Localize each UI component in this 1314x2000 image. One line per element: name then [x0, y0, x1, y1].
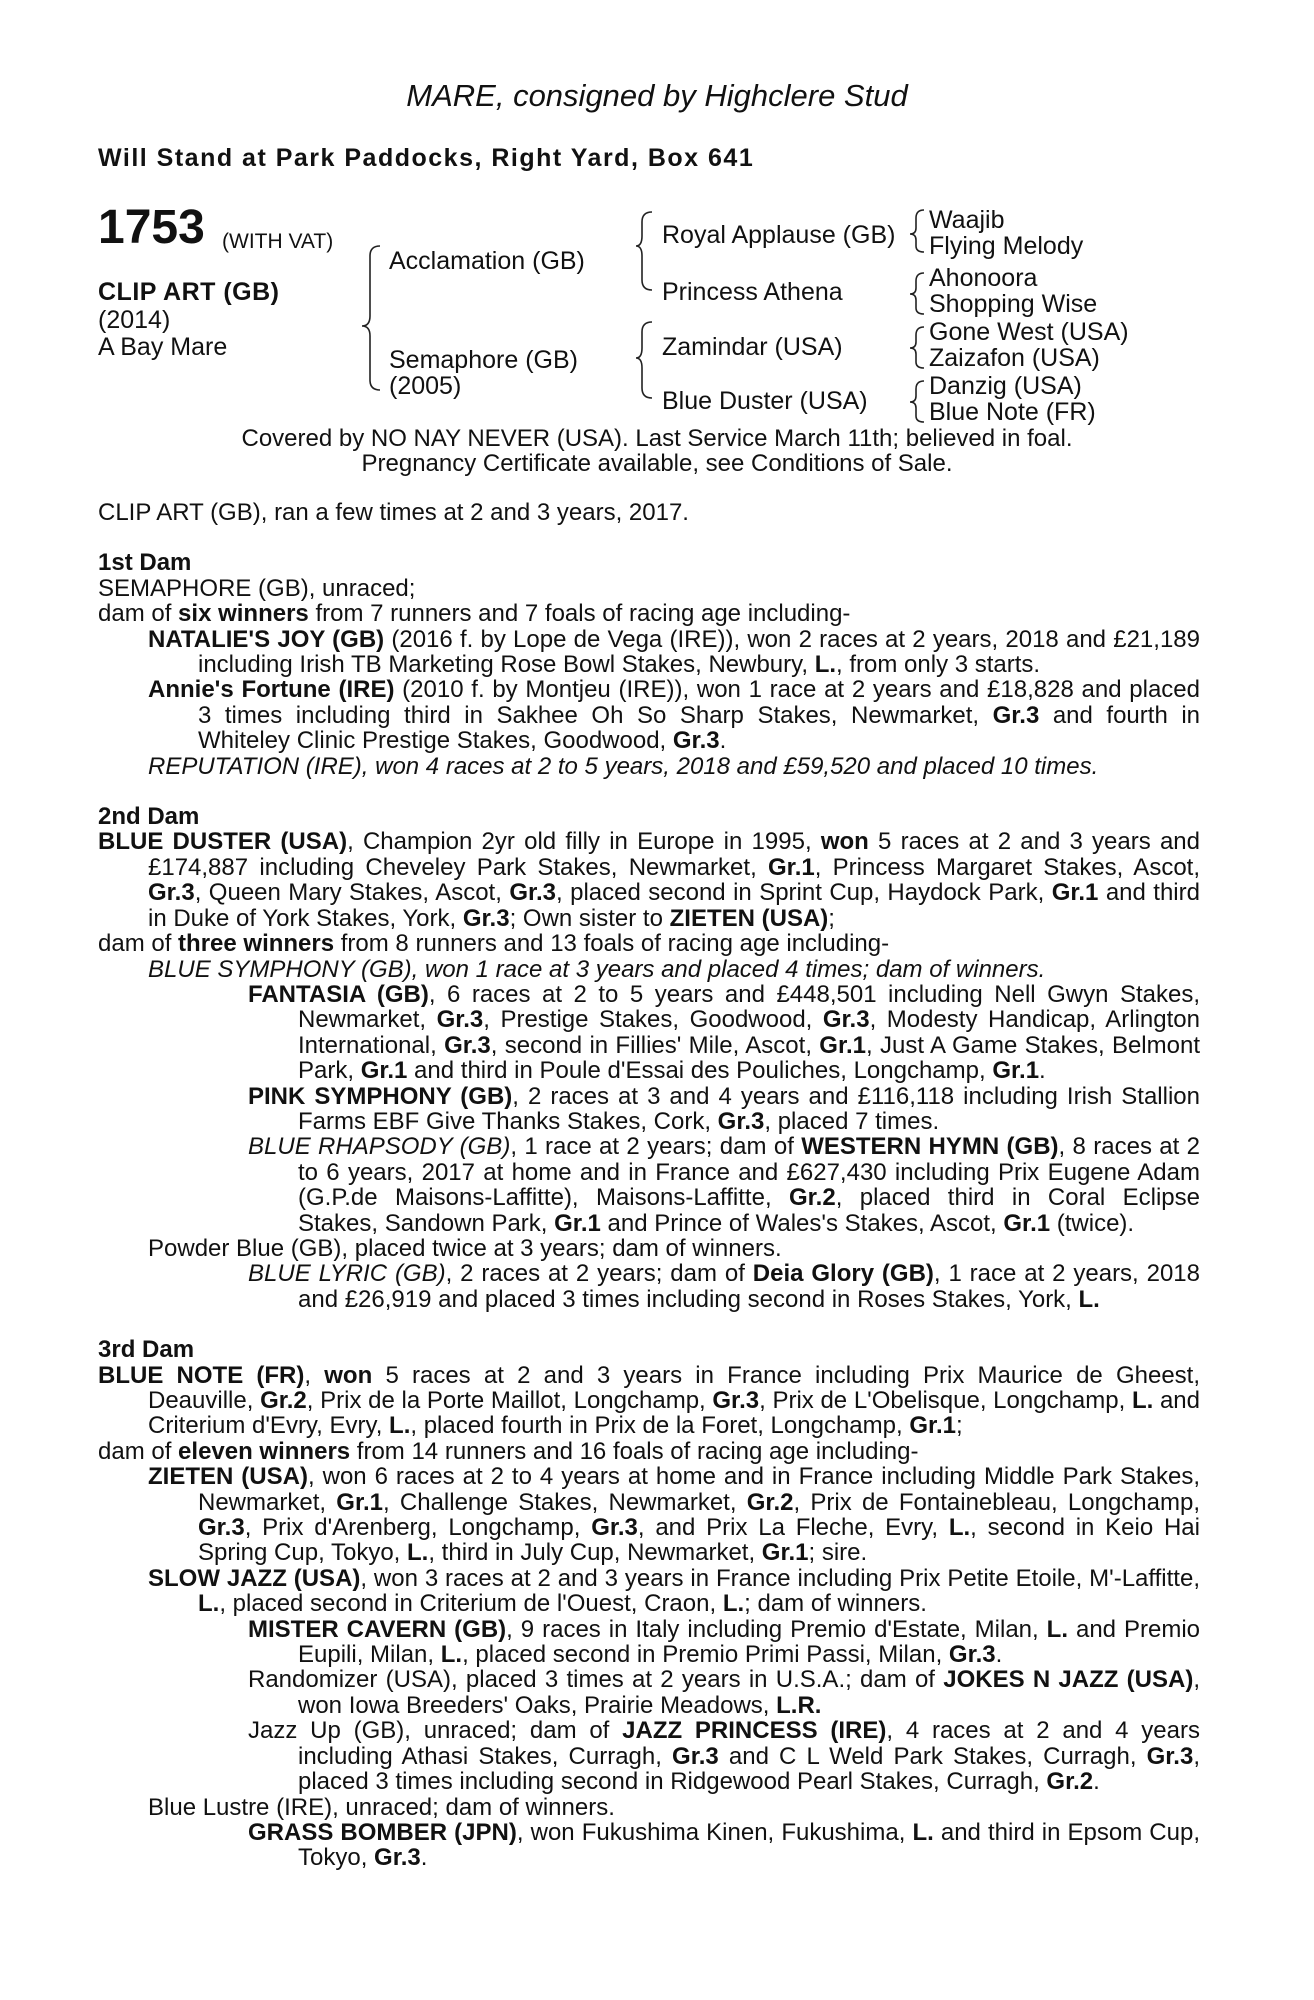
pedigree-g1: Waajib [929, 206, 1005, 234]
pedigree-sire-dam: Princess Athena [662, 278, 843, 306]
first-dam-produce-summary: dam of six winners from 7 runners and 7 foals of racing age including- [98, 600, 851, 628]
second-dam-heading: 2nd Dam [98, 803, 200, 831]
pedigree-dam-sire: Zamindar (USA) [662, 333, 843, 361]
pedigree-g6: Zaizafon (USA) [929, 344, 1100, 372]
pedigree-g4: Shopping Wise [929, 290, 1098, 318]
page-title: MARE, consigned by Highclere Stud [406, 78, 908, 113]
pedigree-g8: Blue Note (FR) [929, 398, 1096, 426]
pregnancy-note: Pregnancy Certificate available, see Conditions of Sale. [361, 450, 953, 477]
pedigree-sire-sire: Royal Applause (GB) [662, 221, 896, 249]
pedigree-g5: Gone West (USA) [929, 318, 1129, 346]
pedigree-g2: Flying Melody [929, 232, 1084, 260]
horse-name: CLIP ART (GB) [98, 278, 280, 306]
produce-blue-lyric: BLUE LYRIC (GB), 2 races at 2 years; dam of Deia Glory (GB), 1 race at 2 years, 2018 and £26,919 and placed 3 times including second in Roses Stakes, York, L. [248, 1260, 1200, 1313]
produce-grass-bomber: GRASS BOMBER (JPN), won Fukushima Kinen, Fukushima, L. and third in Epsom Cup, Tokyo, Gr.3. [248, 1818, 1200, 1872]
pedigree-dam: Semaphore (GB) [389, 346, 578, 374]
pedigree-g7: Danzig (USA) [929, 372, 1082, 400]
covering-note: Covered by NO NAY NEVER (USA). Last Service March 11th; believed in foal. [241, 425, 1073, 452]
first-dam-intro: SEMAPHORE (GB), unraced; [98, 574, 416, 602]
catalogue-body [98, 500, 1200, 1871]
produce-mister-cavern: MISTER CAVERN (GB), 9 races in Italy including Premio d'Estate, Milan, L. and Premio Eupili, Milan, L., placed second in Premio Primi Passi, Milan, Gr.3. [248, 1615, 1200, 1669]
produce-randomizer: Randomizer (USA), placed 3 times at 2 years in U.S.A.; dam of JOKES N JAZZ (USA), won Iowa Breeders' Oaks, Prairie Meadows, L.R. [248, 1666, 1201, 1719]
race-summary: CLIP ART (GB), ran a few times at 2 and 3 years, 2017. [98, 499, 689, 526]
second-dam-produce-summary: dam of three winners from 8 runners and 13 foals of racing age including- [98, 930, 890, 958]
produce-zieten: ZIETEN (USA), won 6 races at 2 to 4 years at home and in France including Middle Park Stakes, Newmarket, Gr.1, Challenge Stakes, Newmarket, Gr.2, Prix de Fontainebleau, Longchamp, Gr.3, Prix d'Arenberg, Longchamp, Gr.3, and Prix La Fleche, Evry, L., second in Keio Hai Spring Cup, Tokyo, L., third in July Cup, Newmarket, Gr.1; sire. [148, 1463, 1201, 1567]
pedigree-g3: Ahonoora [929, 264, 1038, 292]
produce-blue-rhapsody: BLUE RHAPSODY (GB), 1 race at 2 years; dam of WESTERN HYMN (GB), 8 races at 2 to 6 years, 2017 at home and in France and £627,430 including Prix Eugene Adam (G.P.de Maisons-Laffitte), Maisons-Laffitte, Gr.2, placed third in Coral Eclipse Stakes, Sandown Park, Gr.1 and Prince of Wales's Stakes, Ascot, Gr.1 (twice). [248, 1133, 1200, 1237]
produce-blue-symphony: BLUE SYMPHONY (GB), won 1 race at 3 years and placed 4 times; dam of winners. [148, 955, 1046, 983]
first-dam-heading: 1st Dam [98, 549, 192, 577]
stand-location: Will Stand at Park Paddocks, Right Yard, Box 641 [98, 144, 755, 172]
produce-natalies-joy: NATALIE'S JOY (GB) (2016 f. by Lope de Vega (IRE)), won 2 races at 2 years, 2018 and £21,189 including Irish TB Marketing Rose Bowl Stakes, Newbury, L., from only 3 starts. [148, 625, 1200, 679]
produce-blue-lustre: Blue Lustre (IRE), unraced; dam of winners. [148, 1793, 615, 1821]
second-dam-record: BLUE DUSTER (USA), Champion 2yr old filly in Europe in 1995, won 5 races at 2 and 3 years and £174,887 including Cheveley Park Stakes, Newmarket, Gr.1, Princess Margaret Stakes, Ascot, Gr.3, Queen Mary Stakes, Ascot, Gr.3, placed second in Sprint Cup, Haydock Park, Gr.1 and third in Duke of York Stakes, York, Gr.3; Own sister to ZIETEN (USA); [98, 828, 1200, 932]
pedigree-dam-dam: Blue Duster (USA) [662, 387, 868, 415]
lot-number: 1753 [98, 201, 205, 254]
horse-year: (2014) [98, 306, 171, 334]
produce-powder-blue: Powder Blue (GB), placed twice at 3 years; dam of winners. [148, 1234, 782, 1262]
horse-description: A Bay Mare [98, 333, 228, 361]
produce-reputation: REPUTATION (IRE), won 4 races at 2 to 5 years, 2018 and £59,520 and placed 10 times. [148, 752, 1099, 780]
third-dam-record: BLUE NOTE (FR), won 5 races at 2 and 3 years in France including Prix Maurice de Gheest, Deauville, Gr.2, Prix de la Porte Maillot, Longchamp, Gr.3, Prix de L'Obelisque, Longchamp, L. and Criterium d'Evry, Evry, L., placed fourth in Prix de la Foret, Longchamp, Gr.1; [98, 1361, 1201, 1440]
pedigree-dam-year: (2005) [389, 372, 462, 400]
vat-note: (WITH VAT) [222, 230, 334, 253]
produce-annies-fortune: Annie's Fortune (IRE) (2010 f. by Montjeu (IRE)), won 1 race at 2 years and £18,828 and placed 3 times including third in Sakhee Oh So Sharp Stakes, Newmarket, Gr.3 and fourth in Whiteley Clinic Prestige Stakes, Goodwood, Gr.3. [148, 676, 1201, 755]
produce-slow-jazz: SLOW JAZZ (USA), won 3 races at 2 and 3 years in France including Prix Petite Etoile, M'-Laffitte, L., placed second in Criterium de l'Ouest, Craon, L.; dam of winners. [148, 1564, 1200, 1618]
produce-jazz-up: Jazz Up (GB), unraced; dam of JAZZ PRINCESS (IRE), 4 races at 2 and 4 years including Athasi Stakes, Curragh, Gr.3 and C L Weld Park Stakes, Curragh, Gr.3, placed 3 times including second in Ridgewood Pearl Stakes, Curragh, Gr.2. [248, 1717, 1200, 1796]
pedigree-sire: Acclamation (GB) [389, 247, 585, 275]
third-dam-produce-summary: dam of eleven winners from 14 runners and 16 foals of racing age including- [98, 1437, 919, 1465]
produce-pink-symphony: PINK SYMPHONY (GB), 2 races at 3 and 4 years and £116,118 including Irish Stallion Farms EBF Give Thanks Stakes, Cork, Gr.3, placed 7 times. [248, 1082, 1200, 1135]
produce-fantasia: FANTASIA (GB), 6 races at 2 to 5 years and £448,501 including Nell Gwyn Stakes, Newmarket, Gr.3, Prestige Stakes, Goodwood, Gr.3, Modesty Handicap, Arlington International, Gr.3, second in Fillies' Mile, Ascot, Gr.1, Just A Game Stakes, Belmont Park, Gr.1 and third in Poule d'Essai des Pouliches, Longchamp, Gr.1. [248, 980, 1200, 1085]
third-dam-heading: 3rd Dam [98, 1336, 195, 1364]
